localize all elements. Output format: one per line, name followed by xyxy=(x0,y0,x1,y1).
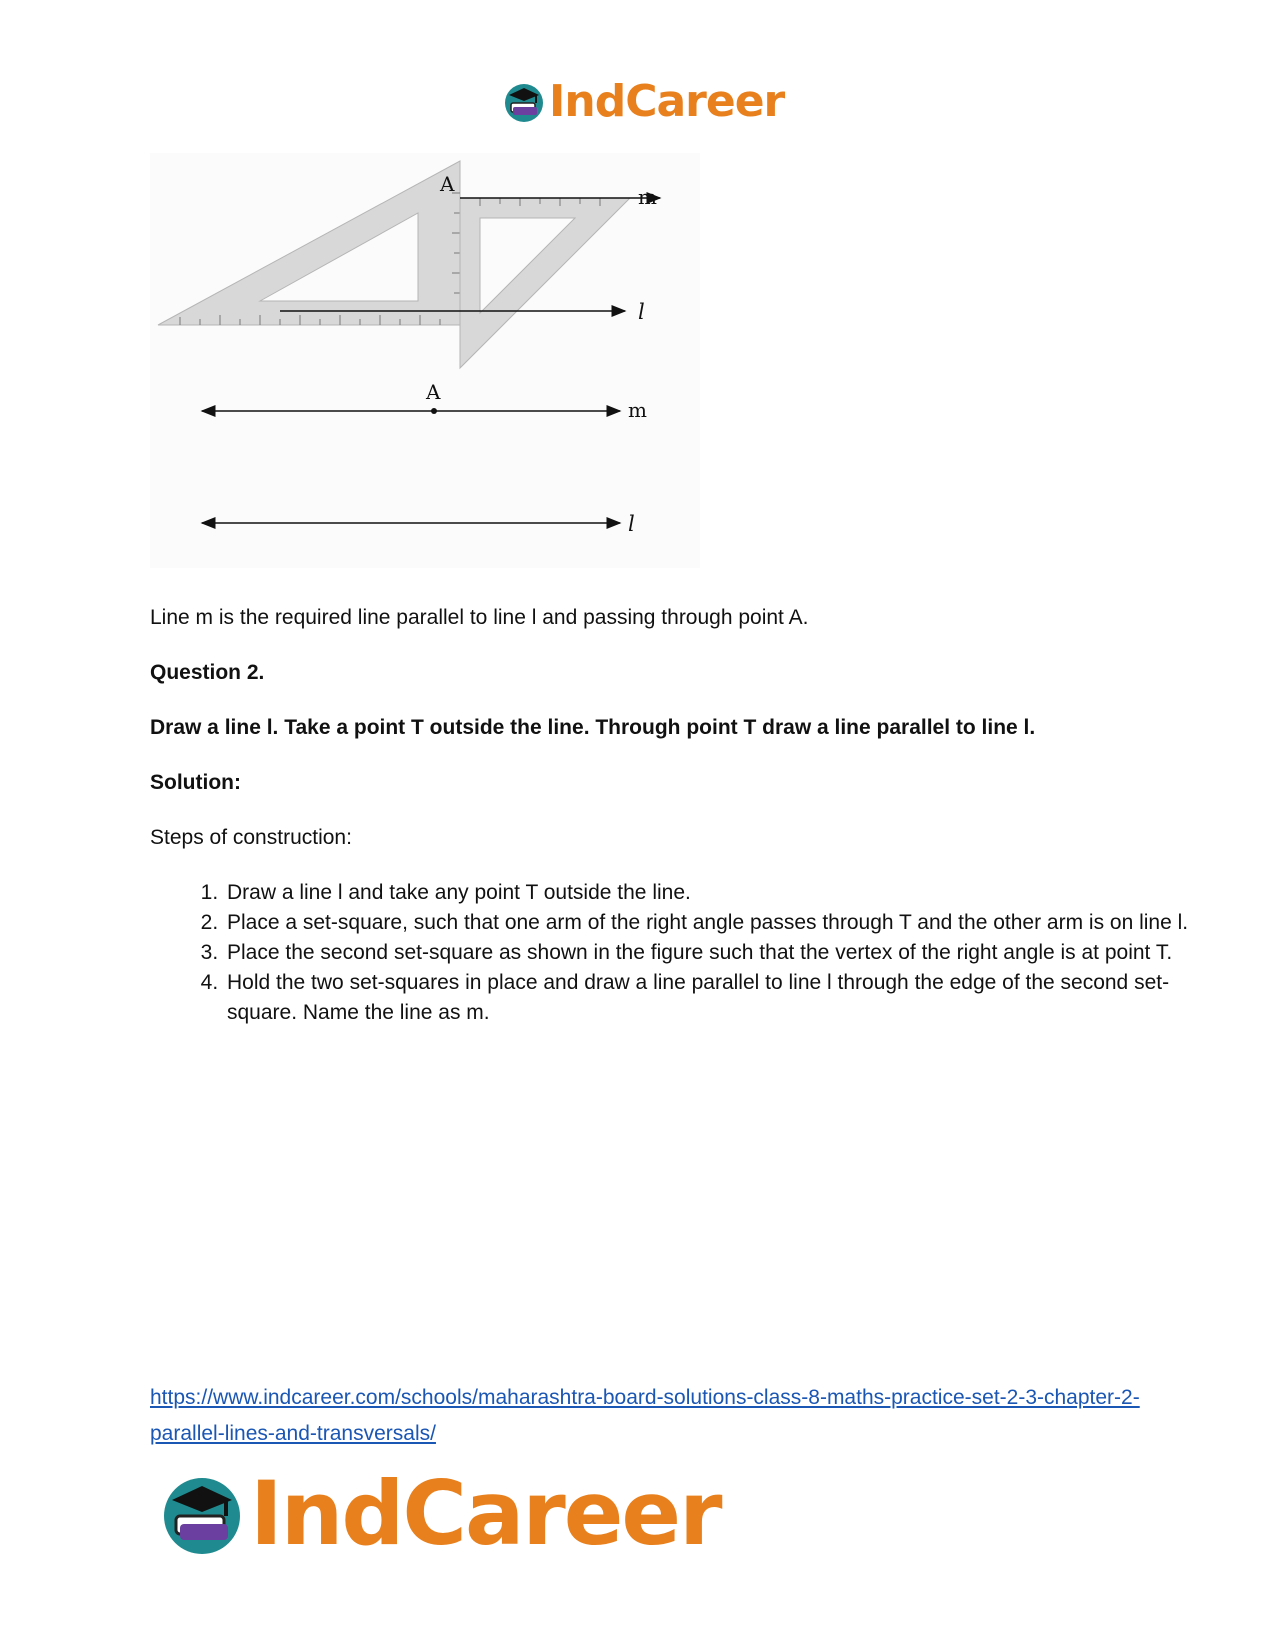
question-text: Draw a line l. Take a point T outside the line. Through point T draw a line parallel to line l. xyxy=(150,716,1036,739)
bottom-label-l: l xyxy=(628,512,635,536)
graduation-book-icon xyxy=(503,81,545,123)
step-item: 2. Place a set-square, such that one arm of the right angle passes through T and the other arm is on line l. xyxy=(224,908,1204,938)
solution-heading: Solution: xyxy=(150,771,241,794)
bottom-label-m: m xyxy=(628,398,647,422)
top-label-a: A xyxy=(440,172,455,196)
step-item: 3. Place the second set-square as shown in the figure such that the vertex of the right angle is at point T. xyxy=(224,938,1204,968)
bottom-label-a: A xyxy=(426,380,441,404)
top-label-l: l xyxy=(638,300,645,324)
graduation-book-icon xyxy=(160,1472,244,1556)
construction-steps xyxy=(150,878,1204,1028)
conclusion-text: Line m is the required line parallel to line l and passing through point A. xyxy=(150,606,809,629)
question-heading: Question 2. xyxy=(150,661,265,684)
footer-logo xyxy=(160,1462,721,1565)
header-logo xyxy=(503,76,785,127)
step-item: 4. Hold the two set-squares in place and draw a line parallel to line l through the edge of the second set-square. Name the line as m. xyxy=(224,968,1204,1028)
source-link[interactable]: https://www.indcareer.com/schools/maharashtra-board-solutions-class-8-maths-practice-set-2-3-chapter-2-parallel-lines-and-transversals/ xyxy=(150,1386,1140,1445)
construction-figure xyxy=(150,153,700,568)
step-item: 1. Draw a line l and take any point T outside the line. xyxy=(224,878,1204,908)
logo-text: IndCareer xyxy=(250,1462,721,1565)
top-label-m: m xyxy=(638,185,657,209)
steps-intro: Steps of construction: xyxy=(150,826,352,849)
logo-text: IndCareer xyxy=(549,76,785,127)
point-a xyxy=(431,408,437,414)
